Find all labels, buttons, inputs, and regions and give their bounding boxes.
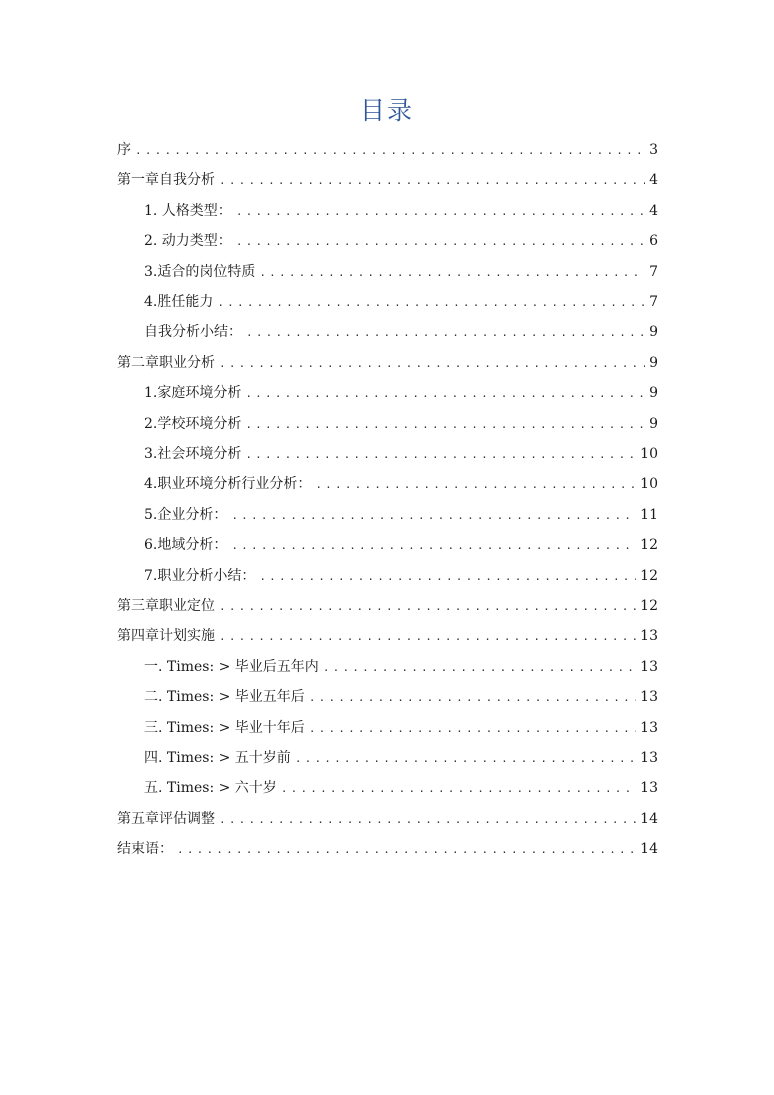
toc-entry-page: 6 [649, 233, 658, 250]
toc-entry-page: 4 [649, 172, 658, 189]
toc-entry-page: 7 [649, 263, 658, 280]
toc-entry-label: 4.胜任能力 [144, 294, 214, 310]
toc-dot-leader [177, 838, 636, 861]
toc-entry-page: 13 [640, 780, 658, 797]
toc-dot-leader [323, 656, 636, 679]
toc-entry-page: 9 [649, 354, 658, 371]
toc-entry-label: 第一章自我分析 [117, 172, 215, 189]
toc-entry[interactable] [144, 290, 658, 314]
toc-entry[interactable] [144, 472, 658, 496]
toc-dot-leader [219, 352, 645, 375]
toc-entry-label: 3.适合的岗位特质 [144, 263, 256, 280]
toc-entry-page: 13 [640, 658, 658, 675]
toc-dot-leader [219, 169, 645, 192]
toc-entry[interactable] [117, 594, 658, 618]
toc-dot-leader [245, 382, 645, 405]
toc-entry-label: 二. Times: > 毕业五年后 [144, 689, 305, 706]
toc-entry-label: 自我分析小结： [144, 324, 242, 341]
toc-entry-label: 第五章评估调整 [117, 810, 215, 827]
toc-entry[interactable] [144, 746, 658, 770]
toc-entry-page: 9 [649, 415, 658, 432]
toc-entry-label: 4.职业环境分析行业分析： [144, 476, 312, 493]
toc-entry[interactable] [144, 716, 658, 740]
toc-entry-label: 第二章职业分析 [117, 354, 215, 371]
toc-entry-page: 13 [640, 750, 658, 766]
toc-entry-label: 三. Times: > 毕业十年后 [144, 719, 305, 736]
toc-entry-page: 9 [649, 324, 658, 341]
toc-entry-page: 12 [640, 567, 658, 584]
toc-entry-page: 12 [640, 537, 658, 554]
toc-dot-leader [236, 200, 645, 223]
toc-entry-page: 10 [640, 446, 658, 462]
toc-entry[interactable] [144, 655, 658, 679]
toc-entry[interactable] [144, 685, 658, 709]
toc-entry-label: 7.职业分析小结： [144, 567, 256, 584]
toc-dot-leader [135, 139, 645, 162]
toc-dot-leader [219, 808, 636, 831]
toc-entry-page: 3 [649, 142, 658, 158]
toc-entry[interactable] [144, 503, 658, 527]
toc-dot-leader [259, 261, 645, 284]
toc-dot-leader [219, 595, 636, 618]
toc-entry[interactable] [117, 624, 658, 648]
toc-dot-leader [259, 565, 636, 588]
toc-entry-label: 1.家庭环境分析 [144, 385, 242, 402]
toc-dot-leader [217, 291, 645, 314]
toc-entry[interactable] [144, 260, 658, 284]
toc-dot-leader [245, 413, 645, 436]
toc-entry[interactable] [117, 168, 658, 192]
toc-entry-label: 一. Times: > 毕业后五年内 [144, 658, 319, 675]
toc-dot-leader [219, 625, 636, 648]
toc-entry-label: 五. Times: > 六十岁 [144, 780, 277, 797]
toc-dot-leader [295, 747, 636, 770]
toc-entry[interactable] [144, 320, 658, 344]
toc-entry-label: 序 [117, 142, 131, 158]
toc-entry[interactable] [144, 776, 658, 800]
toc-dot-leader [231, 504, 636, 527]
toc-title: 目录 [359, 96, 414, 125]
toc-entry-label: 结束语： [117, 841, 173, 858]
toc-dot-leader [236, 230, 645, 253]
toc-entry[interactable] [144, 199, 658, 223]
toc-entry-page: 9 [649, 385, 658, 402]
toc-entry-page: 14 [640, 810, 658, 827]
toc-entry-label: 第四章计划实施 [117, 628, 215, 645]
toc-dot-leader [245, 443, 636, 466]
toc-entry-page: 10 [640, 476, 658, 493]
toc-entry[interactable] [144, 381, 658, 405]
toc-entry-page: 13 [640, 628, 658, 645]
toc-dot-leader [231, 534, 636, 557]
toc-entry-label: 四. Times: > 五十岁前 [144, 750, 291, 766]
toc-entry-label: 2. 动力类型： [144, 233, 232, 250]
toc-entry[interactable] [117, 351, 658, 375]
toc-entry-page: 13 [640, 689, 658, 706]
toc-dot-leader [246, 321, 645, 344]
toc-entry[interactable] [144, 533, 658, 557]
toc-entry[interactable] [117, 837, 658, 861]
toc-entry-label: 3.社会环境分析 [144, 446, 242, 462]
toc-entry[interactable] [144, 442, 658, 466]
toc-entry-label: 2.学校环境分析 [144, 415, 242, 432]
toc-entry-label: 1. 人格类型： [144, 202, 232, 219]
toc-entry-page: 14 [640, 841, 658, 858]
toc-dot-leader [281, 777, 636, 800]
toc-entry-page: 4 [649, 202, 658, 219]
toc-entry[interactable] [144, 564, 658, 588]
toc-entry-page: 12 [640, 598, 658, 614]
toc-entry[interactable] [117, 807, 658, 831]
toc-dot-leader [309, 686, 636, 709]
toc-dot-leader [309, 717, 636, 740]
toc-entry-label: 6.地域分析： [144, 537, 228, 554]
toc-dot-leader [315, 473, 636, 496]
toc-entry[interactable] [117, 138, 658, 162]
toc-entry[interactable] [144, 229, 658, 253]
toc-entry-page: 11 [640, 506, 658, 523]
toc-entry-page: 7 [649, 294, 658, 310]
toc-entry-label: 第三章职业定位 [117, 598, 215, 614]
toc-entry-page: 13 [640, 719, 658, 736]
toc-entry-label: 5.企业分析： [144, 506, 228, 523]
toc-entry[interactable] [144, 412, 658, 436]
